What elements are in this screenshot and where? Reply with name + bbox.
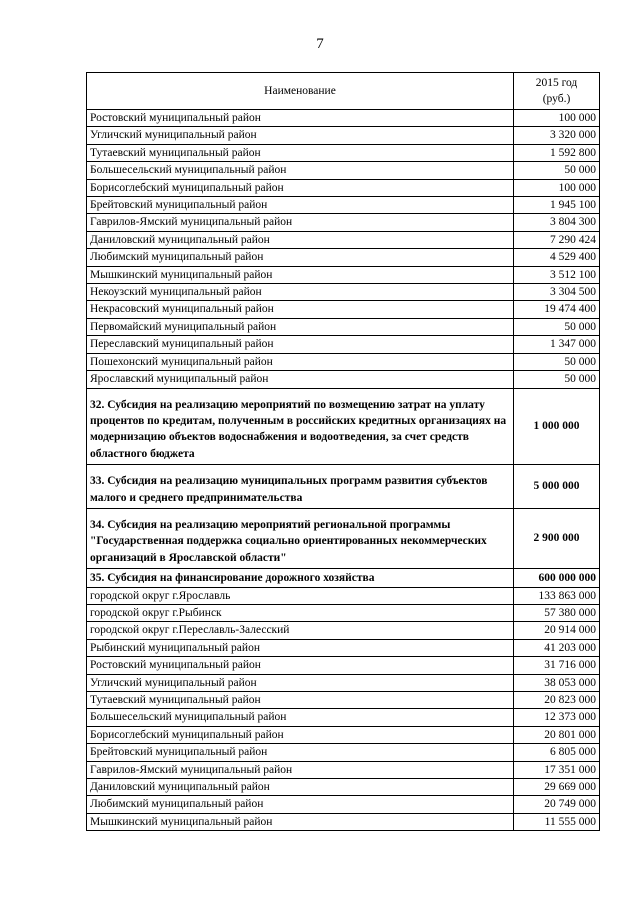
row-name: Брейтовский муниципальный район xyxy=(87,197,514,214)
header-name-label: Наименование xyxy=(264,84,336,97)
section-row-35 xyxy=(87,569,600,587)
row-value: 50 000 xyxy=(514,353,600,370)
row-name: Переславский муниципальный район xyxy=(87,336,514,353)
section-total: 1 000 000 xyxy=(514,388,600,465)
section-title: 35. Субсидия на финансирование дорожного хозяйства xyxy=(87,569,514,587)
row-name: Тутаевский муниципальный район xyxy=(87,144,514,161)
table-row xyxy=(87,127,600,144)
row-name: Мышкинский муниципальный район xyxy=(87,266,514,283)
row-name: Пошехонский муниципальный район xyxy=(87,353,514,370)
table-row xyxy=(87,110,600,127)
header-year xyxy=(514,73,600,110)
table-row xyxy=(87,726,600,743)
header-name xyxy=(87,73,514,110)
table-row xyxy=(87,318,600,335)
table-row xyxy=(87,336,600,353)
table-row xyxy=(87,744,600,761)
row-value: 50 000 xyxy=(514,162,600,179)
row-name: Мышкинский муниципальный район xyxy=(87,813,514,830)
row-name: Первомайский муниципальный район xyxy=(87,318,514,335)
row-name: Тутаевский муниципальный район xyxy=(87,692,514,709)
table-row xyxy=(87,604,600,621)
row-value: 133 863 000 xyxy=(514,587,600,604)
row-value: 20 749 000 xyxy=(514,796,600,813)
row-name: Даниловский муниципальный район xyxy=(87,779,514,796)
row-name: Гаврилов-Ямский муниципальный район xyxy=(87,761,514,778)
row-name: Некоузский муниципальный район xyxy=(87,284,514,301)
table-row xyxy=(87,813,600,830)
table-header-row xyxy=(87,73,600,110)
row-value: 17 351 000 xyxy=(514,761,600,778)
row-name: Большесельский муниципальный район xyxy=(87,709,514,726)
section-row-34 xyxy=(87,508,600,568)
row-value: 19 474 400 xyxy=(514,301,600,318)
table-row xyxy=(87,371,600,388)
table-row xyxy=(87,162,600,179)
table-row xyxy=(87,197,600,214)
table-row xyxy=(87,657,600,674)
row-value: 38 053 000 xyxy=(514,674,600,691)
row-name: городской округ г.Переславль-Залесский xyxy=(87,622,514,639)
row-name: Брейтовский муниципальный район xyxy=(87,744,514,761)
table-row xyxy=(87,231,600,248)
table-row xyxy=(87,249,600,266)
row-name: Ярославский муниципальный район xyxy=(87,371,514,388)
row-value: 1 945 100 xyxy=(514,197,600,214)
row-value: 11 555 000 xyxy=(514,813,600,830)
row-value: 3 304 500 xyxy=(514,284,600,301)
table-row xyxy=(87,761,600,778)
row-value: 100 000 xyxy=(514,179,600,196)
table-row xyxy=(87,301,600,318)
section-row-32 xyxy=(87,388,600,465)
row-value: 1 592 800 xyxy=(514,144,600,161)
row-value: 100 000 xyxy=(514,110,600,127)
section-title: 33. Субсидия на реализацию муниципальных программ развития субъектов малого и среднего предпринимательства xyxy=(87,465,514,509)
row-name: Даниловский муниципальный район xyxy=(87,231,514,248)
row-name: Гаврилов-Ямский муниципальный район xyxy=(87,214,514,231)
row-name: Угличский муниципальный район xyxy=(87,674,514,691)
section-row-33 xyxy=(87,465,600,509)
table-row xyxy=(87,266,600,283)
table-row xyxy=(87,796,600,813)
section-title: 34. Субсидия на реализацию мероприятий региональной программы "Государственная поддержка социально ориентированных некоммерческих организаций в Ярославской области" xyxy=(87,508,514,568)
row-value: 41 203 000 xyxy=(514,639,600,656)
row-name: Ростовский муниципальный район xyxy=(87,110,514,127)
row-value: 1 347 000 xyxy=(514,336,600,353)
row-value: 20 801 000 xyxy=(514,726,600,743)
table-row xyxy=(87,622,600,639)
row-name: Борисоглебский муниципальный район xyxy=(87,726,514,743)
row-value: 3 320 000 xyxy=(514,127,600,144)
section-total: 2 900 000 xyxy=(514,508,600,568)
row-value: 57 380 000 xyxy=(514,604,600,621)
section-total: 5 000 000 xyxy=(514,465,600,509)
row-value: 7 290 424 xyxy=(514,231,600,248)
header-unit-label: (руб.) xyxy=(542,93,571,105)
section-title: 32. Субсидия на реализацию мероприятий по возмещению затрат на уплату процентов по кредитам, полученным в российских кредитных организациях на модернизацию объектов водоснабжения и водоотведения, за счет средств областного бюджета xyxy=(87,388,514,465)
table-row xyxy=(87,674,600,691)
row-name: Угличский муниципальный район xyxy=(87,127,514,144)
row-name: Большесельский муниципальный район xyxy=(87,162,514,179)
row-value: 50 000 xyxy=(514,318,600,335)
row-value: 3 512 100 xyxy=(514,266,600,283)
table-row xyxy=(87,709,600,726)
row-value: 29 669 000 xyxy=(514,779,600,796)
row-value: 12 373 000 xyxy=(514,709,600,726)
row-name: Ростовский муниципальный район xyxy=(87,657,514,674)
table-row xyxy=(87,353,600,370)
table-row xyxy=(87,587,600,604)
row-value: 50 000 xyxy=(514,371,600,388)
row-value: 31 716 000 xyxy=(514,657,600,674)
table-row xyxy=(87,639,600,656)
table-row xyxy=(87,284,600,301)
row-value: 20 914 000 xyxy=(514,622,600,639)
row-name: городской округ г.Рыбинск xyxy=(87,604,514,621)
row-name: городской округ г.Ярославль xyxy=(87,587,514,604)
subsidy-table xyxy=(86,72,600,831)
table-row xyxy=(87,144,600,161)
header-year-label: 2015 год xyxy=(535,76,578,89)
row-name: Любимский муниципальный район xyxy=(87,796,514,813)
table-row xyxy=(87,692,600,709)
table-row xyxy=(87,179,600,196)
table-row xyxy=(87,214,600,231)
row-value: 20 823 000 xyxy=(514,692,600,709)
page-number: 7 xyxy=(316,36,324,52)
row-name: Некрасовский муниципальный район xyxy=(87,301,514,318)
row-name: Рыбинский муниципальный район xyxy=(87,639,514,656)
row-value: 6 805 000 xyxy=(514,744,600,761)
row-name: Борисоглебский муниципальный район xyxy=(87,179,514,196)
section-total: 600 000 000 xyxy=(514,569,600,587)
row-name: Любимский муниципальный район xyxy=(87,249,514,266)
row-value: 3 804 300 xyxy=(514,214,600,231)
table-row xyxy=(87,779,600,796)
row-value: 4 529 400 xyxy=(514,249,600,266)
